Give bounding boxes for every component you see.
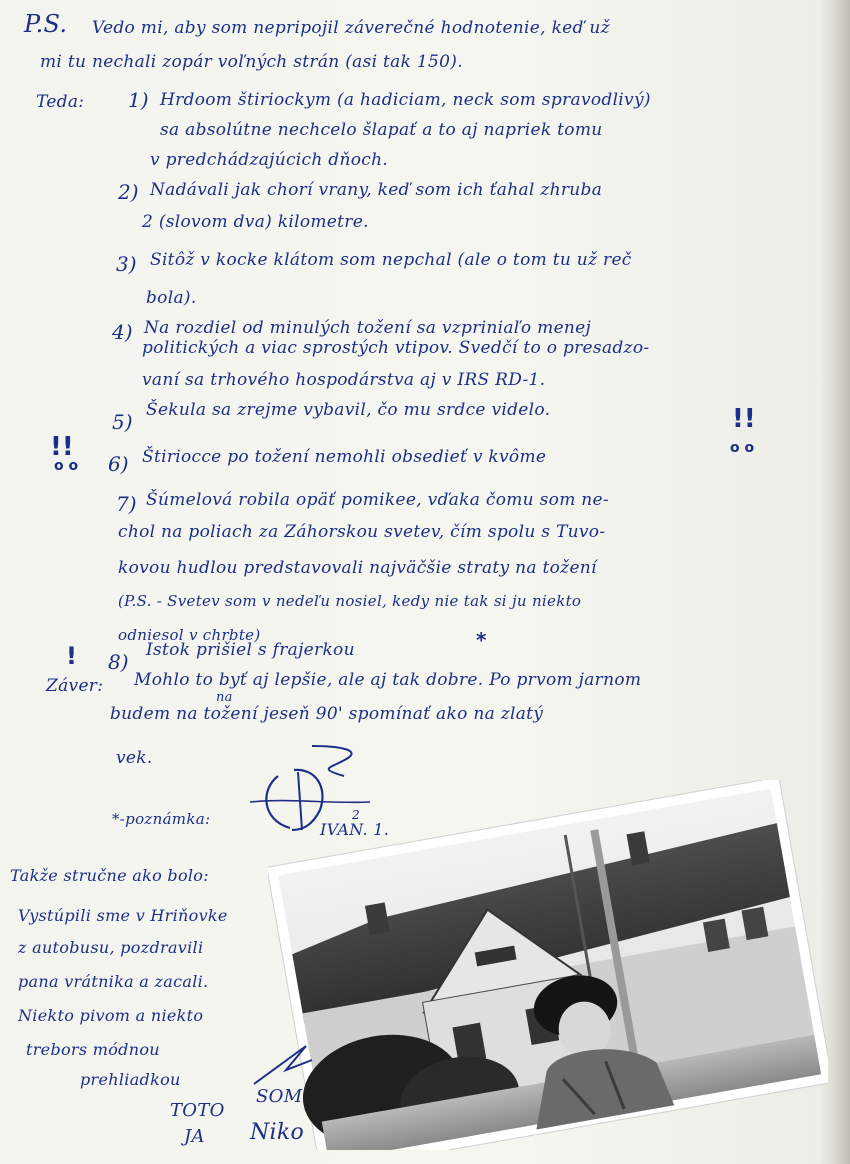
asterisk-mark: * <box>476 628 487 652</box>
conclusion-line-1: Mohlo to byť aj lepšie, ale aj tak dobre. Po prvom jarnom <box>134 670 642 690</box>
footnote-sup: 2 <box>352 808 360 822</box>
caption-line: z autobusu, pozdravili <box>18 938 204 957</box>
item-line: 2 (slovom dva) kilometre. <box>142 212 369 232</box>
item-line: bola). <box>146 288 197 308</box>
list-intro: Teda: <box>36 92 85 112</box>
item-line: Štiriocce po tožení nemohli obsedieť v kvôme <box>142 447 547 467</box>
conclusion-line-3: vek. <box>116 748 153 768</box>
item-line: kovou hudlou predstavovali najväčšie straty na tožení <box>118 558 597 578</box>
item-line: sa absolútne nechcelo šlapať a to aj napriek tomu <box>160 120 603 140</box>
item-line: odniesol v chrbte) <box>118 626 261 644</box>
caption-signature-d: Niko <box>250 1120 305 1145</box>
caption-signature-stroke <box>246 1040 316 1090</box>
item-number: 6) <box>108 452 129 476</box>
item-line: Na rozdiel od minulých tožení sa vzpriniaľo menej <box>144 318 592 338</box>
caption-signature-b: SOM <box>256 1086 303 1107</box>
caption-line: Takže stručne ako bolo: <box>10 866 209 885</box>
conclusion-insert: na <box>216 690 233 705</box>
caption-line: prehliadkou <box>80 1070 181 1089</box>
item-line: chol na poliach za Záhorskou svetev, čím spolu s Tuvo- <box>118 522 606 542</box>
item-line: Hrdoom štiriockym (a hadiciam, neck som spravodlivý) <box>160 90 651 110</box>
item-number: 1) <box>128 88 149 112</box>
exclamation-dots-left: o o <box>54 458 79 474</box>
caption-signature-a: TOTO <box>170 1100 225 1121</box>
conclusion-label: Záver: <box>46 676 104 696</box>
photograph <box>268 780 828 1150</box>
item-number: 7) <box>116 492 137 516</box>
item-line: vaní sa trhového hospodárstva aj v IRS RD-1. <box>142 370 546 390</box>
exclamation-dots-right: o o <box>730 440 755 456</box>
caption-signature-c: JA <box>184 1126 205 1147</box>
item-number: 4) <box>112 320 133 344</box>
caption-line: trebors módnou <box>26 1040 160 1059</box>
footnote-label: *-poznámka: <box>112 810 211 828</box>
caption-line: pana vrátnika a zacali. <box>18 972 209 991</box>
item-line: Sitôž v kocke klátom som nepchal (ale o tom tu už reč <box>150 250 632 270</box>
item-line: politických a viac sprostých vtipov. Svedčí to o presadzo- <box>142 338 650 358</box>
footnote-signature: IVAN. 1. <box>320 820 390 839</box>
item-number: 8) <box>108 650 129 674</box>
caption-line: Niekto pivom a niekto <box>18 1006 204 1025</box>
exclamation-left: !! <box>50 432 74 462</box>
item-number: 3) <box>116 252 137 276</box>
ps-label: P.S. <box>24 10 68 38</box>
ps-line-1: Vedo mi, aby som nepripojil záverečné hodnotenie, keď už <box>92 18 610 38</box>
ps-line-2: mi tu nechali zopár voľných strán (asi tak 150). <box>40 52 463 72</box>
conclusion-line-2: budem na tožení jeseň 90' spomínať ako na zlatý <box>110 704 544 724</box>
exclamation-right: !! <box>732 404 756 434</box>
item-line: Šúmelová robila opäť pomikee, vďaka čomu som ne- <box>146 490 609 510</box>
exclamation-small: ! <box>66 642 77 670</box>
item-line: (P.S. - Svetev som v nedeľu nosiel, kedy nie tak si ju niekto <box>118 592 582 610</box>
item-line: Istok prišiel s frajerkou <box>146 640 355 660</box>
item-number: 2) <box>118 180 139 204</box>
item-line: Šekula sa zrejme vybavil, čo mu srdce videlo. <box>146 400 551 420</box>
item-line: Nadávali jak chorí vrany, keď som ich ťahal zhruba <box>150 180 603 200</box>
caption-line: Vystúpili sme v Hriňovke <box>18 906 228 925</box>
item-number: 5) <box>112 410 133 434</box>
item-line: v predchádzajúcich dňoch. <box>150 150 389 170</box>
